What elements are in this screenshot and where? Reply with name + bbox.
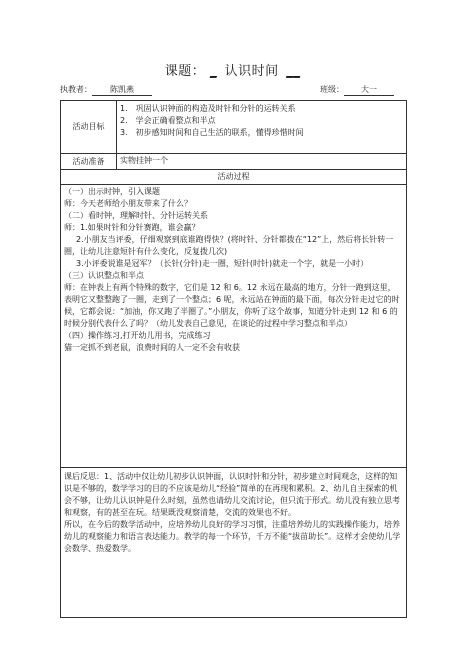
process-paragraph: 师：1.如果时针和分针赛跑，谁会赢？	[64, 223, 200, 232]
reflection-paragraph: 所以，在今后的数学活动中，应培养幼儿良好的学习习惯，注重培养幼儿的实践操作能力，培养幼儿的观察能力和语言表达能力。教学的每一个环节，千万不能“拔苗助长”。这样才会使幼儿学会数学、热爱数学。	[64, 520, 401, 553]
process-paragraph: （二）看时钟，理解时针、分针运转关系	[64, 211, 208, 220]
process-paragraph: 师：在钟表上有两个特殊的数字，它们是 12 和 6。12 永远在最高的地方，分针一跑到这里，表明它又整整跑了一圈，走到了一个整点；6 呢，永远站在钟面的最下面，每次分针走过它的时候，它都会说：“加油，你又跑了半圈了。”小朋友，你听了这个故事，知道分针走到 12 和 6 的时候分别代表什么了吗？（幼儿发表自己意见，在谈论的过程中学习整点和半点）	[64, 283, 400, 328]
goals-label: 活动目标	[61, 101, 117, 154]
lesson-plan-table	[60, 100, 407, 618]
process-heading-row	[61, 170, 407, 185]
process-paragraph: （一）出示时钟，引入课题	[64, 187, 160, 196]
goal-item: 2. 学会正确看整点和半点	[120, 116, 216, 125]
teacher-label: 执教者：	[60, 85, 92, 94]
class-field	[320, 84, 394, 96]
process-paragraph: 3.小评委说谁是冠军？（长针(分针)走一圈，短针(时针)就走一个字，就是一小时）	[76, 259, 369, 268]
reflection-content	[61, 468, 407, 618]
reflection-paragraph: 课后反思：1、活动中仅让幼儿初步认识钟面，认识时针和分针，初步建立时间观念，这样的知识是不够的，数学学习的目的不应该是幼儿“经验”简单的在再现和累积。2、幼儿自主探索的机会不够，让幼儿认识钟是什么时刻，虽然也请幼儿交流讨论，但只流于形式。幼儿没有独立思考和观察，有的甚至在玩。结果既没观察清楚，交流的效果也不好。	[64, 472, 400, 517]
prep-row	[61, 154, 407, 170]
goals-row	[61, 101, 407, 154]
goal-item: 1. 巩固认识钟面的构造及时针和分针的运转关系	[120, 104, 296, 113]
title-prefix: 课题：	[164, 64, 206, 79]
class-label: 班级：	[320, 85, 344, 94]
teacher-name: 陈凯燕	[92, 84, 152, 96]
title-blank-left: _	[209, 64, 217, 79]
title-topic: 认识时间	[224, 64, 279, 79]
reflection-row	[61, 468, 407, 618]
class-name: 大一	[344, 84, 394, 96]
page-title	[0, 60, 465, 79]
goals-content	[117, 101, 407, 154]
process-paragraph: 猫一定抓不到老鼠，浪费时间的人一定不会有收获	[64, 343, 240, 352]
prep-label: 活动准备	[61, 154, 117, 170]
process-heading: 活动过程	[61, 170, 407, 185]
process-paragraph: 2.小朋友当评委，仔细观察到底谁跑得快？(将时针、分针都拨在“12”上，然后将长针转一圈，让幼儿注意短针有什么变化，反复拨几次)	[64, 235, 394, 256]
teacher-field	[60, 84, 152, 96]
process-content	[61, 185, 407, 468]
prep-content: 实物挂钟一个	[117, 154, 407, 170]
process-paragraph: （四）操作练习,打开幼儿用书，完成练习	[64, 331, 211, 340]
process-paragraph: 师：今天老师给小朋友带来了什么？	[64, 199, 192, 208]
goals-list	[120, 103, 403, 139]
title-blank-right: __	[286, 64, 301, 79]
process-paragraph: （三）认识整点和半点	[64, 271, 144, 280]
process-row	[61, 185, 407, 468]
goal-item: 3. 初步感知时间和自己生活的联系，懂得珍惜时间	[120, 128, 304, 137]
meta-row	[60, 84, 405, 96]
